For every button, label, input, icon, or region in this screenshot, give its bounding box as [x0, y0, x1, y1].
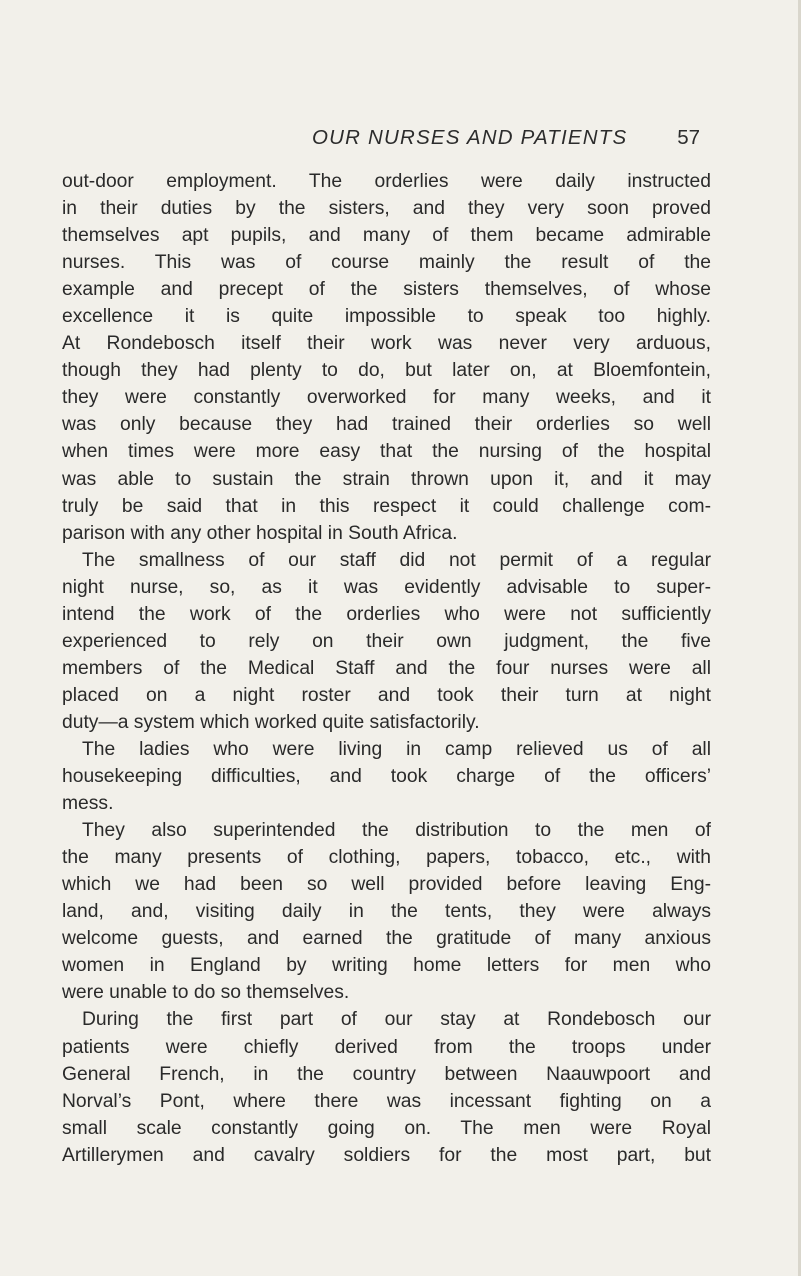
text-line: they were constantly overworked for many weeks, and it [62, 387, 711, 409]
text-line: housekeeping difficulties, and took charge of the officers’ [62, 766, 711, 788]
text-line: Artillerymen and cavalry soldiers for the most part, but [62, 1144, 711, 1166]
text-line: nurses. This was of course mainly the result of the [62, 252, 711, 274]
text-line: the many presents of clothing, papers, tobacco, etc., with [62, 847, 711, 869]
text-line: though they had plenty to do, but later on, at Bloemfontein, [62, 360, 711, 382]
text-line: example and precept of the sisters themselves, of whose [62, 279, 711, 301]
text-line: members of the Medical Staff and the four nurses were all [62, 657, 711, 679]
text-line: themselves apt pupils, and many of them became admirable [62, 225, 711, 247]
text-line: mess. [62, 793, 114, 815]
text-line: Norval’s Pont, where there was incessant fighting on a [62, 1090, 711, 1112]
text-line: The smallness of our staff did not permit of a regular [82, 549, 711, 571]
text-line: in their duties by the sisters, and they very soon proved [62, 198, 711, 220]
body-text [62, 168, 711, 1169]
text-line: when times were more easy that the nursing of the hospital [62, 441, 711, 463]
text-line: placed on a night roster and took their turn at night [62, 684, 711, 706]
page-number: 57 [677, 126, 700, 149]
text-line: experienced to rely on their own judgment, the five [62, 630, 711, 652]
text-line: was able to sustain the strain thrown upon it, and it may [62, 468, 711, 490]
text-line: land, and, visiting daily in the tents, they were always [62, 901, 711, 923]
page-header [62, 126, 710, 158]
text-line: duty—a system which worked quite satisfactorily. [62, 711, 480, 733]
text-line: out-door employment. The orderlies were daily instructed [62, 171, 711, 192]
text-line: They also superintended the distribution to the men of [82, 820, 711, 842]
text-line: welcome guests, and earned the gratitude of many anxious [62, 928, 711, 950]
text-line: women in England by writing home letters for men who [62, 955, 711, 977]
text-line: patients were chiefly derived from the troops under [62, 1036, 711, 1058]
text-line: night nurse, so, as it was evidently advisable to super- [62, 576, 711, 598]
running-head: OUR NURSES AND PATIENTS [312, 126, 628, 149]
text-line: was only because they had trained their orderlies so well [62, 414, 711, 436]
text-line: The ladies who were living in camp relieved us of all [82, 738, 711, 760]
text-line: which we had been so well provided before leaving Eng- [62, 874, 711, 896]
text-line: were unable to do so themselves. [62, 982, 350, 1004]
text-line: truly be said that in this respect it could challenge com- [62, 495, 711, 517]
text-line: During the first part of our stay at Rondebosch our [82, 1009, 711, 1031]
text-line: intend the work of the orderlies who were not sufficiently [62, 603, 711, 625]
text-line: excellence it is quite impossible to speak too highly. [62, 306, 711, 328]
text-line: At Rondebosch itself their work was never very arduous, [62, 333, 711, 355]
text-line: parison with any other hospital in South Africa. [62, 522, 458, 544]
text-line: small scale constantly going on. The men were Royal [62, 1117, 711, 1139]
text-line: General French, in the country between Naauwpoort and [62, 1063, 711, 1085]
